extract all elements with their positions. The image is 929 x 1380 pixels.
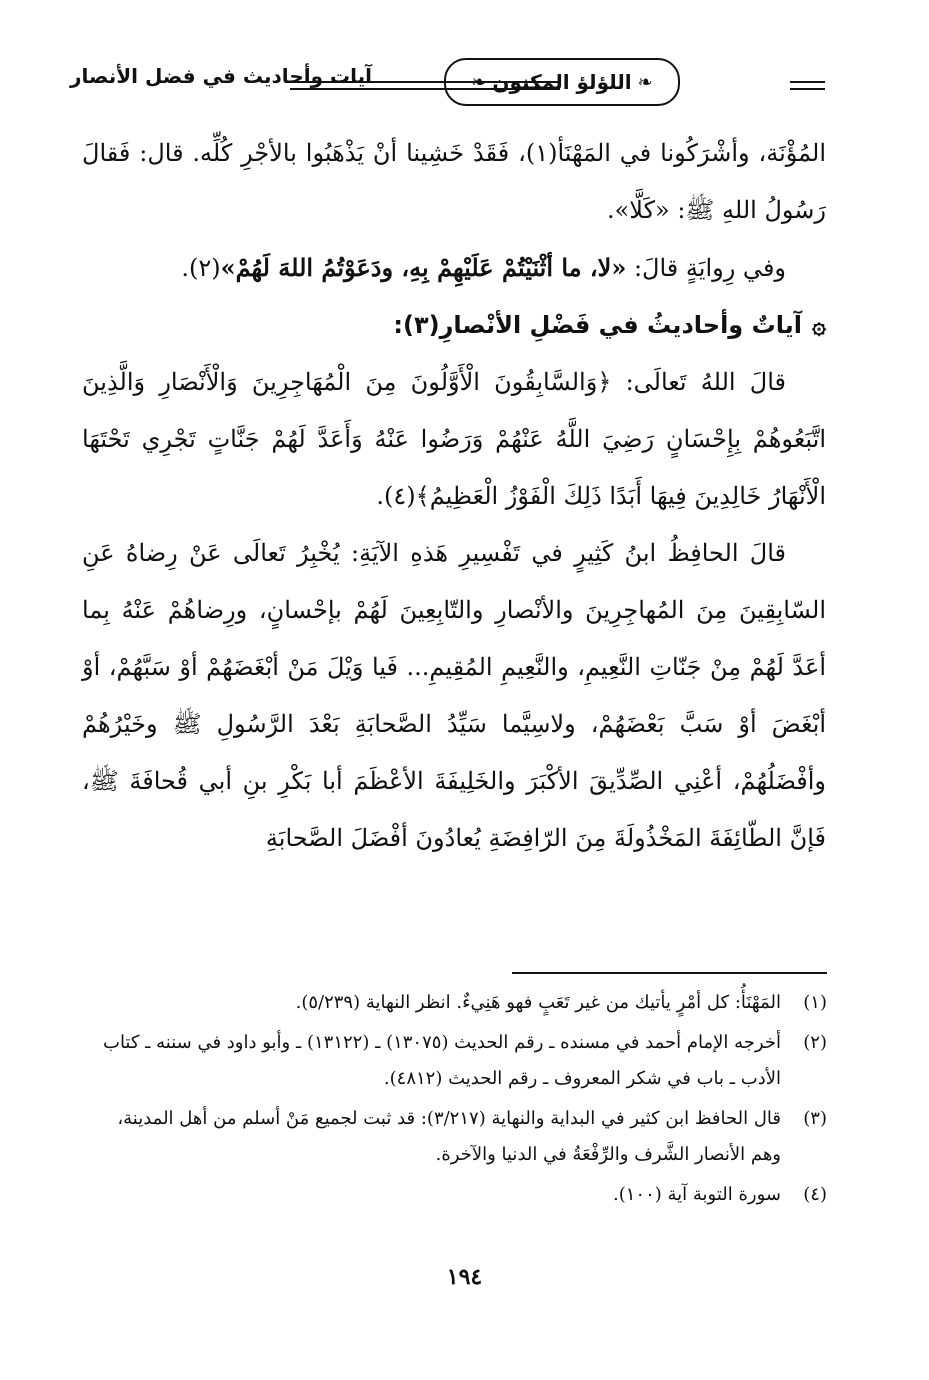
header-rule-right bbox=[790, 81, 825, 90]
paragraph-1: المُؤْنَة، وأشْرَكُونا في المَهْنَأ(١)، فَقَدْ خَشِينا أنْ يَذْهَبُوا بالأجْرِ كُلِّه. قال: فَقالَ رَسُولُ اللهِ ﷺ: «كَلَّا». bbox=[82, 139, 827, 224]
section-heading-text: آياتٌ وأحاديثُ في فَضْلِ الأنْصارِ(٣): bbox=[393, 311, 802, 339]
hadith-quote: «لا، ما أثْنَيْتُمْ عَلَيْهِمْ بِهِ، ودَعَوْتُمُ اللهَ لَهُمْ» bbox=[220, 253, 627, 282]
footnote-text: قال الحافظ ابن كثير في البداية والنهاية (٣/٢١٧): قد ثبت لجميع مَنْ أسلم من أهل المدينة، وهم الأنصار الشَّرف والرِّفْعَةُ في الدنيا والآخرة. bbox=[117, 1108, 781, 1165]
footnotes bbox=[82, 985, 827, 1217]
heading-ornament-icon: ۞ bbox=[811, 311, 826, 339]
paragraph-2-suffix: (٢). bbox=[181, 254, 221, 282]
paragraph-3-verse: قالَ اللهُ تَعالَى: ﴿وَالسَّابِقُونَ الْأَوَّلُونَ مِنَ الْمُهَاجِرِينَ وَالْأَنْصَارِ وَالَّذِينَ اتَّبَعُوهُمْ بِإِحْسَانٍ رَضِيَ اللَّهُ عَنْهُمْ وَرَضُوا عَنْهُ وَأَعَدَّ لَهُمْ جَنَّاتٍ تَجْرِي تَحْتَهَا الْأَنْهَارُ خَالِدِينَ فِيهَا أَبَدًا ذَلِكَ الْفَوْزُ الْعَظِيمُ﴾(٤). bbox=[82, 368, 826, 510]
footnote-4 bbox=[82, 1177, 827, 1213]
main-text bbox=[82, 125, 826, 867]
footnote-separator bbox=[512, 972, 827, 974]
paragraph-2 bbox=[82, 239, 826, 297]
footnote-number: (٤) bbox=[803, 1184, 827, 1205]
footnote-1 bbox=[82, 985, 827, 1021]
footnote-number: (١) bbox=[803, 992, 827, 1013]
header-rule-left bbox=[290, 81, 560, 90]
footnote-text: أخرجه الإمام أحمد في مسنده ـ رقم الحديث (١٣٠٧٥) ـ (١٣١٢٢) ـ وأبو داود في سننه ـ كتاب الأدب ـ باب في شكر المعروف ـ رقم الحديث (٤٨١٢). bbox=[103, 1032, 781, 1089]
page-number: ١٩٤ bbox=[446, 1264, 483, 1290]
paragraph-2-prefix: وفي رِوايَةٍ قالَ: bbox=[626, 254, 786, 282]
paragraph-4-tafsir: قالَ الحافِظُ ابنُ كَثِيرٍ في تَفْسِيرِ هَذهِ الآيَةِ: يُخْبِرُ تَعالَى عَنْ رِضاهُ عَنِ السّابِقِينَ مِنَ المُهاجِرِينَ والأنْصارِ والتّابِعِينَ لَهُمْ بإحْسانٍ، ورِضاهُمْ عَنْهُ بِما أعَدَّ لَهُمْ مِنْ جَنّاتِ النَّعِيمِ، والنَّعِيمِ المُقِيمِ... فَيا وَيْلَ مَنْ أبْغَضَهُمْ أوْ سَبَّهُمْ، أوْ أبْغَضَ أوْ سَبَّ بَعْضَهُمْ، ولاسِيَّما سَيِّدُ الصَّحابَةِ بَعْدَ الرَّسُولِ ﷺ وخَيْرُهُمْ وأفْضَلُهُمْ، أعْنِي الصِّدِّيقَ الأكْبَرَ والخَلِيفَةَ الأعْظَمَ أبا بَكْرِ بنِ أبي قُحافَةَ ﷺ، فَإنَّ الطّائِفَةَ المَخْذُولَةَ مِنَ الرّافِضَةِ يُعادُونَ أفْضَلَ الصَّحابَةِ bbox=[82, 539, 827, 852]
section-heading bbox=[82, 297, 826, 354]
footnote-number: (٣) bbox=[803, 1108, 827, 1129]
running-header bbox=[70, 52, 830, 108]
footnote-text: المَهْنَأُ: كل أمْرٍ يأتيك من غير تَعَبٍ فهو هَنِيءٌ. انظر النهاية (٥/٢٣٩). bbox=[295, 992, 781, 1013]
chapter-title: آيات وأحاديث في فضل الأنصار bbox=[70, 64, 372, 88]
footnote-number: (٢) bbox=[803, 1032, 827, 1053]
book-title: ❧ اللؤلؤ المكنون bbox=[492, 70, 632, 94]
footnote-text: سورة التوبة آية (١٠٠). bbox=[613, 1184, 781, 1205]
footnote-3 bbox=[82, 1101, 827, 1173]
footnote-2 bbox=[82, 1025, 827, 1097]
